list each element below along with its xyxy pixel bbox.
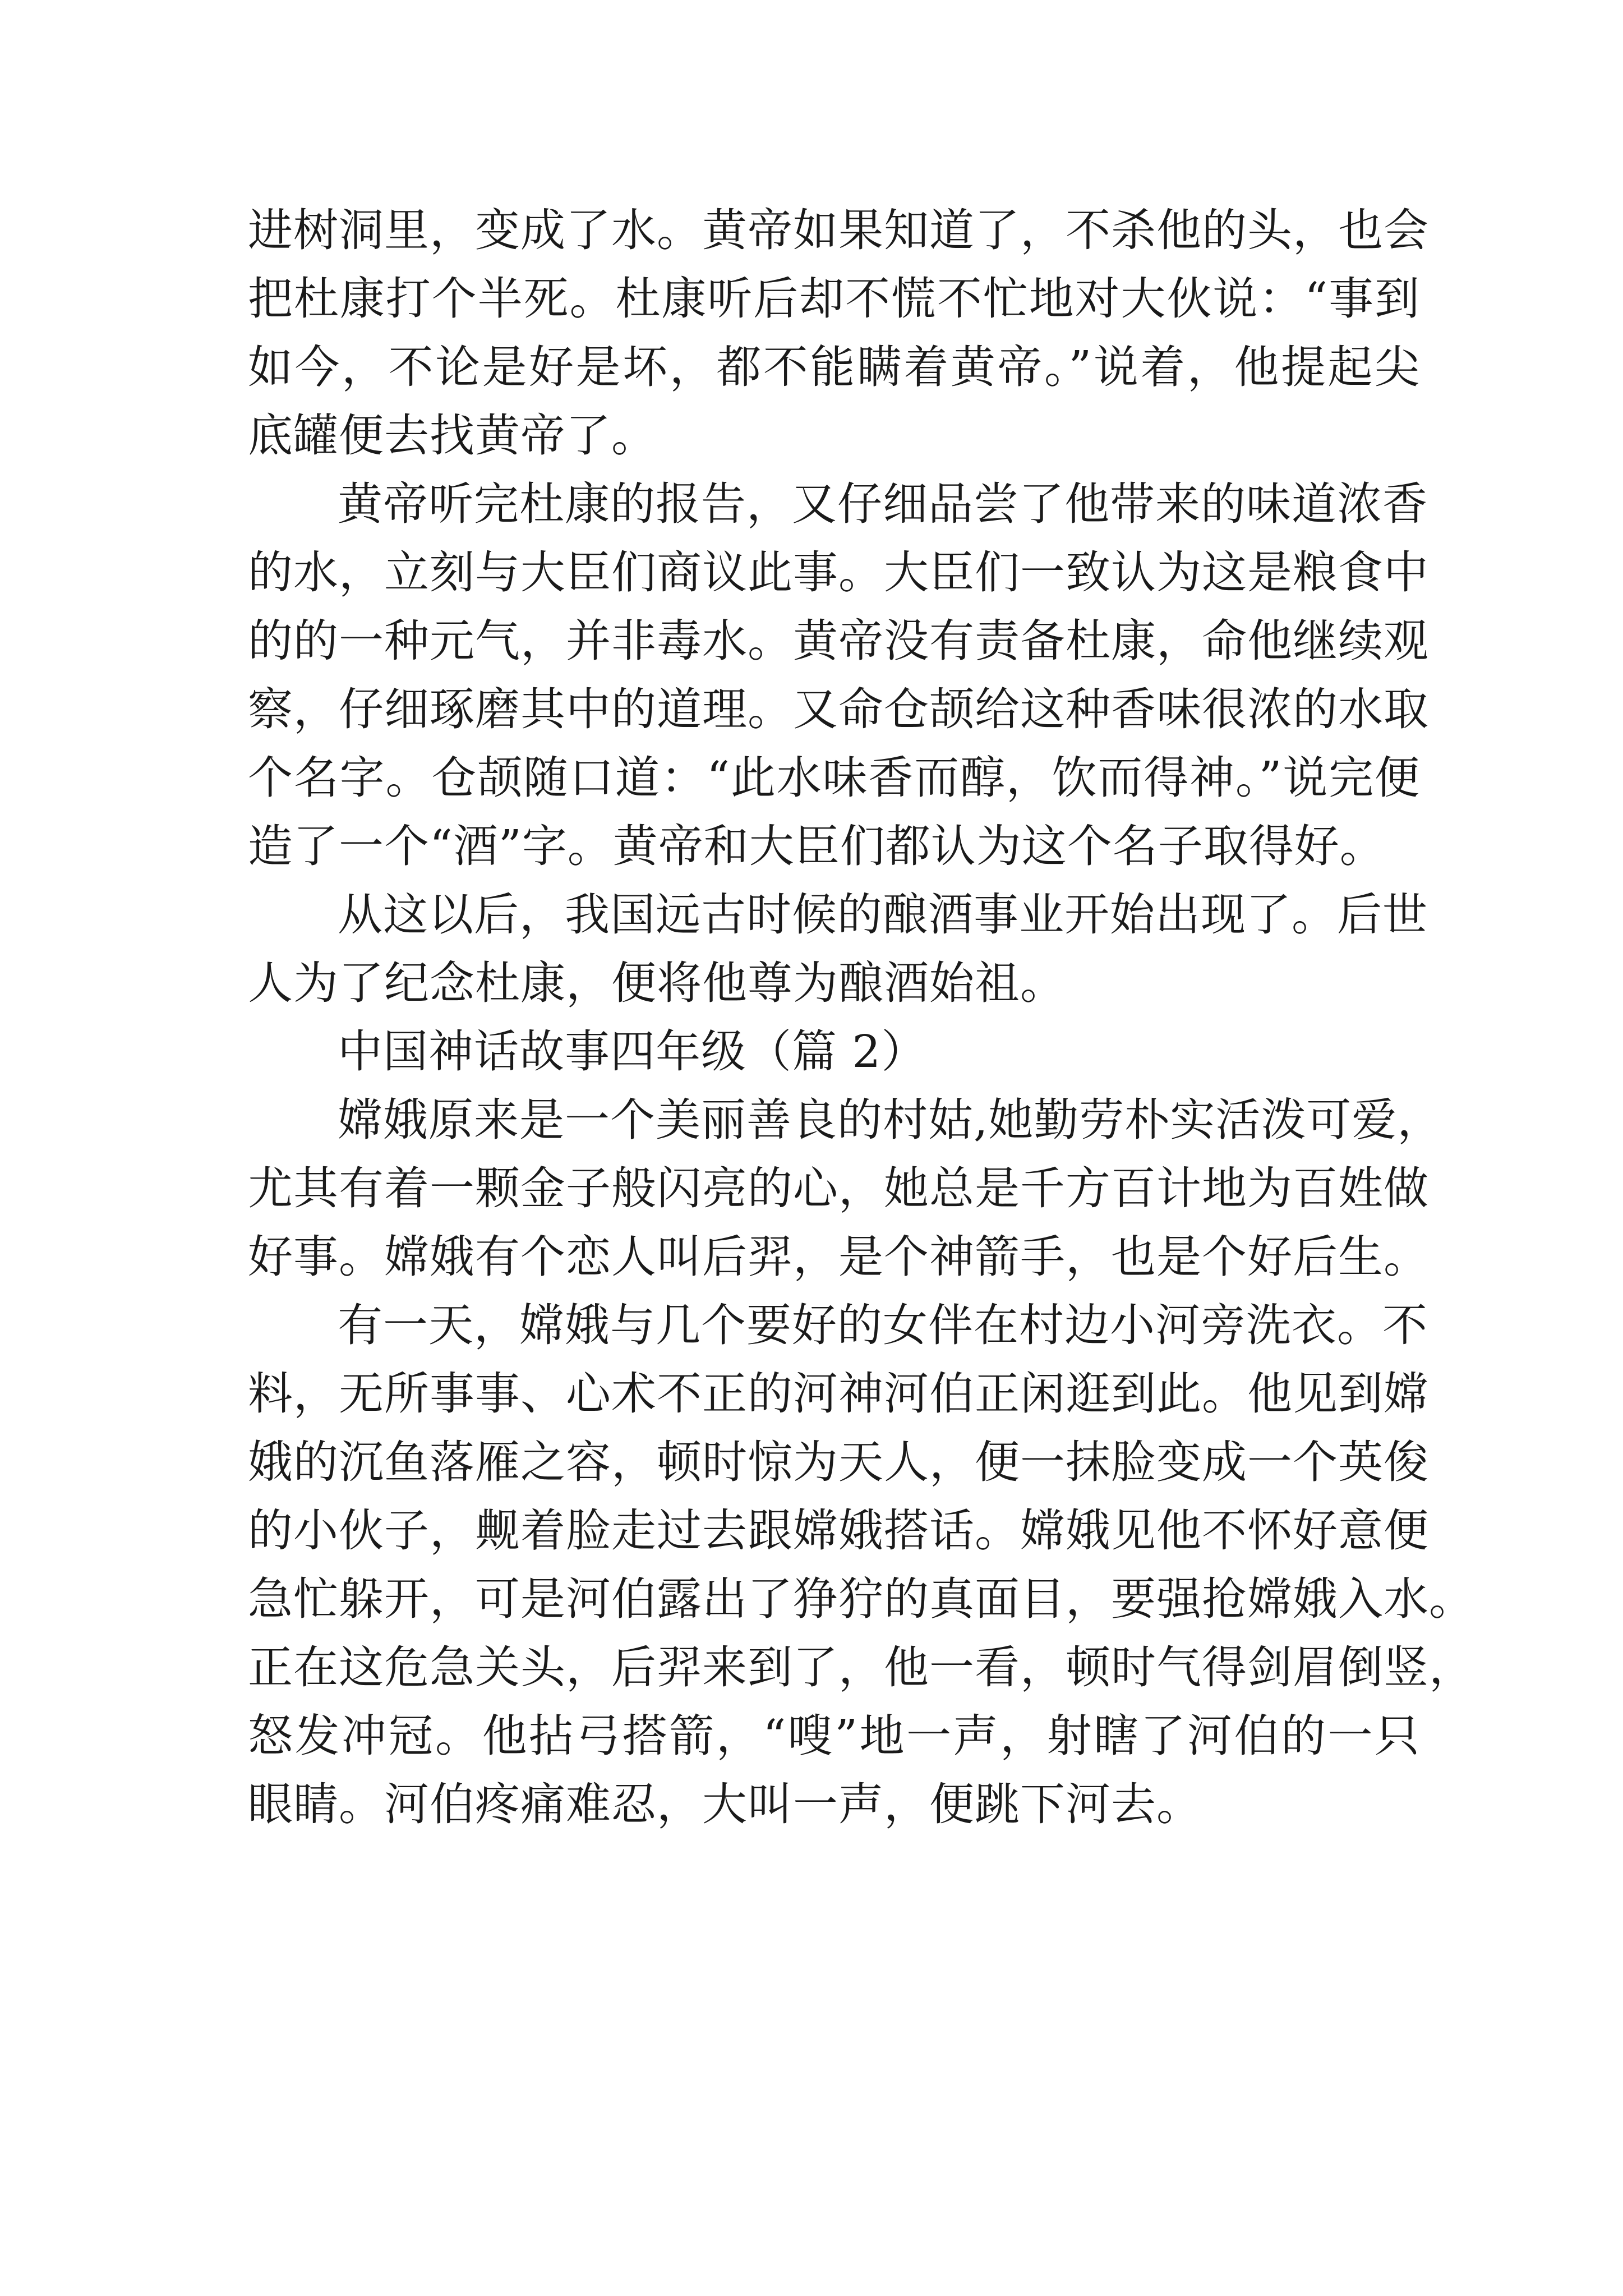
text-line: 从这以后，我国远古时候的酿酒事业开始出现了。后世 (338, 889, 1428, 941)
text-line: 察，仔细琢磨其中的道理。又命仓颉给这种香味很浓的水取 (248, 683, 1429, 735)
text-line: 进树洞里，变成了水。黄帝如果知道了，不杀他的头，也会 (248, 204, 1429, 256)
paragraph (248, 196, 1429, 470)
text-line: 把杜康打个半死。杜康听后却不慌不忙地对大伙说：“事到 (248, 273, 1420, 325)
text-line: 尤其有着一颗金子般闪亮的心，她总是千方百计地为百姓做 (248, 1162, 1429, 1214)
text-line: 好事。嫦娥有个恋人叫后羿，是个神箭手，也是个好后生。 (248, 1231, 1429, 1283)
text-line: 的的一种元气，并非毒水。黄帝没有责备杜康，命他继续观 (248, 615, 1429, 667)
text-line: 如今，不论是好是坏，都不能瞒着黄帝。”说着，他提起尖 (248, 341, 1420, 393)
text-line: 嫦娥原来是一个美丽善良的村姑,她勤劳朴实活泼可爱， (338, 1094, 1443, 1146)
text-line: 怒发冲冠。他拈弓搭箭，“嗖”地一声，射瞎了河伯的一只 (248, 1710, 1420, 1762)
text-line: 眼睛。河伯疼痛难忍，大叫一声，便跳下河去。 (248, 1778, 1202, 1830)
text-line: 黄帝听完杜康的报告，又仔细品尝了他带来的味道浓香 (338, 478, 1428, 530)
text-line: 急忙躲开，可是河伯露出了狰狞的真面目，要强抢嫦娥入水。 (248, 1573, 1474, 1625)
text-line: 个名字。仓颉随口道：“此水味香而醇，饮而得神。”说完便 (248, 752, 1420, 804)
text-line: 人为了纪念杜康，便将他尊为酿酒始祖。 (248, 957, 1066, 1009)
text-line: 娥的沉鱼落雁之容，顿时惊为天人，便一抹脸变成一个英俊 (248, 1436, 1429, 1488)
text-line: 底罐便去找黄帝了。 (248, 409, 657, 462)
text-line: 料，无所事事、心术不正的河神河伯正闲逛到此。他见到嫦 (248, 1368, 1429, 1420)
text-line: 的水，立刻与大臣们商议此事。大臣们一致认为这是粮食中 (248, 546, 1429, 599)
paragraph (248, 881, 1428, 1018)
text-line: 的小伙子，觍着脸走过去跟嫦娥搭话。嫦娥见他不怀好意便 (248, 1504, 1429, 1557)
section-title (248, 1018, 1420, 1086)
paragraph (248, 1086, 1443, 1291)
text-line: 正在这危急关头，后羿来到了，他一看，顿时气得剑眉倒竖， (248, 1641, 1474, 1694)
paragraph (248, 1291, 1474, 1839)
paragraph (248, 470, 1429, 881)
document-body (248, 196, 1474, 1839)
section-title-text: 中国神话故事四年级（篇 2） (338, 1025, 927, 1078)
text-line: 有一天，嫦娥与几个要好的女伴在村边小河旁洗衣。不 (338, 1299, 1428, 1351)
text-line: 造了一个“酒”字。黄帝和大臣们都认为这个名子取得好。 (248, 820, 1385, 872)
